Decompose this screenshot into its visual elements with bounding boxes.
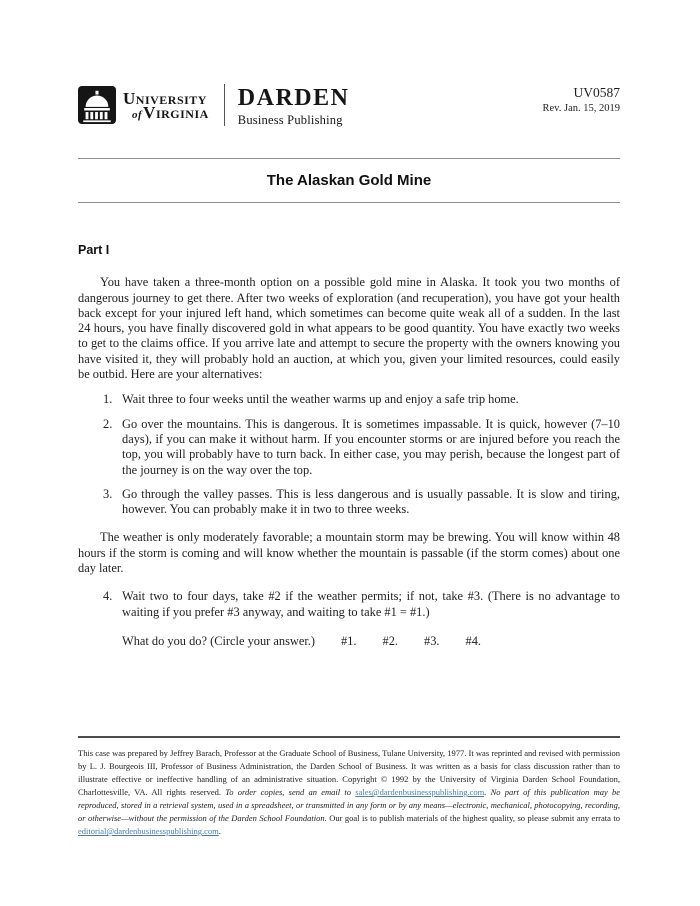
item-number: 3. bbox=[103, 486, 113, 501]
case-number: UV0587 bbox=[573, 85, 620, 100]
uva-wordmark-line1: University bbox=[123, 88, 207, 108]
footer-note bbox=[78, 736, 620, 838]
alternative-item-4 bbox=[103, 589, 620, 620]
page-header bbox=[78, 84, 620, 127]
item-text: Wait three to four weeks until the weather warms up and enjoy a safe trip home. bbox=[122, 392, 519, 407]
item-text: Go over the mountains. This is dangerous. It is sometimes impassable. It is quick, however (7–10 days), if you can make it without harm. If you encounter storms or are injured before you reach the top, you will probably have to turn back. In either case, you may perish, because the longest part of the journey is on the way over the top. bbox=[122, 416, 620, 477]
email-link-sales[interactable]: sales@dardenbusinesspublishing.com bbox=[355, 787, 485, 797]
title-band bbox=[78, 158, 620, 203]
revision-date: Rev. Jan. 15, 2019 bbox=[542, 102, 620, 114]
publisher-brand bbox=[78, 84, 349, 127]
answer-option-3: #3. bbox=[424, 633, 440, 648]
uva-wordmark bbox=[123, 90, 209, 121]
alternative-item-1 bbox=[103, 392, 620, 407]
answer-option-1: #1. bbox=[341, 633, 357, 648]
weather-paragraph: The weather is only moderately favorable; a mountain storm may be brewing. You will know within 48 hours if the storm is coming and will know whether the mountain is passable (if the storm comes) about one day later. bbox=[78, 530, 620, 576]
intro-paragraph: You have taken a three-month option on a possible gold mine in Alaska. It took you two months of dangerous journey to get there. After two weeks of exploration (and recuperation), you have got your health back except for your injured left hand, which sometimes can become quite weak all of a sudden. In the last 24 hours, you have finally discovered gold in what appears to be good quantity. You have exactly two weeks to get to the claims office. If you arrive late and attempt to secure the property with the owners knowing you have visited it, they will probably hold an auction, at which you, given your limited resources, could easily be outbid. Here are your alternatives: bbox=[78, 275, 620, 382]
alternative-item-3 bbox=[103, 487, 620, 518]
answer-option-2: #2. bbox=[382, 633, 399, 648]
page-title: The Alaskan Gold Mine bbox=[266, 172, 432, 189]
footer-text: This case was prepared by Jeffrey Barach, Professor at the Graduate School of Business, Tulane University, 1977. It was reprinted and revised with permission by L. J. Bourgeois III, Professor of Business Administration, the Darden School of Business. It was written as a basis for class discussion rather than to illustrate effective or ineffective handling of an administrative situation. Copyright © 1992 by the University of Virginia Darden School Foundation, Charlottesville, VA. All rights reserved. bbox=[78, 748, 620, 797]
footer-text-errata: Our goal is to publish materials of the highest quality, so please submit any errata to bbox=[326, 813, 620, 823]
part-heading: Part I bbox=[78, 243, 110, 257]
item-text: Wait two to four days, take #2 if the weather permits; if not, take #3. (There is no advantage to waiting if you prefer #3 anyway, and waiting to take #1 = #1.) bbox=[122, 589, 620, 619]
email-link-editorial[interactable]: editorial@dardenbusinesspublishing.com bbox=[78, 826, 219, 836]
footer-italic-order: To order copies, send an email to bbox=[225, 787, 356, 797]
item-number: 1. bbox=[103, 392, 113, 407]
uva-of-glyph: of bbox=[132, 108, 143, 121]
darden-subtitle: Business Publishing bbox=[237, 113, 343, 127]
item-text: Go through the valley passes. This is less dangerous and is usually passable. It is slow and tiring, however. You can probably make it in two to three weeks. bbox=[122, 486, 620, 517]
footer-italic-rights: . No part of this publication may be reproduced, stored in a retrieval system, used in a spreadsheet, or transmitted in any form or by any means—electronic, mechanical, photocopying, recording, or otherwise—without the permission of the Darden School Foundation. bbox=[78, 787, 621, 823]
case-body bbox=[78, 243, 620, 649]
alternatives-list-continued bbox=[78, 589, 620, 620]
item-number: 4. bbox=[103, 589, 113, 604]
uva-wordmark-line2: ofVirginia bbox=[132, 102, 209, 122]
alternatives-list bbox=[78, 392, 620, 517]
footer-period: . bbox=[218, 826, 221, 836]
answer-option-4: #4. bbox=[465, 633, 482, 648]
alternative-item-2 bbox=[103, 417, 620, 478]
uva-rotunda-icon bbox=[78, 86, 116, 124]
darden-name: DARDEN bbox=[237, 85, 350, 111]
darden-wordmark bbox=[238, 84, 350, 127]
logo-divider bbox=[224, 84, 225, 126]
question-line bbox=[122, 634, 620, 649]
item-number: 2. bbox=[103, 416, 113, 431]
document-reference bbox=[543, 84, 620, 115]
question-label: What do you do? (Circle your answer.) bbox=[122, 633, 316, 648]
